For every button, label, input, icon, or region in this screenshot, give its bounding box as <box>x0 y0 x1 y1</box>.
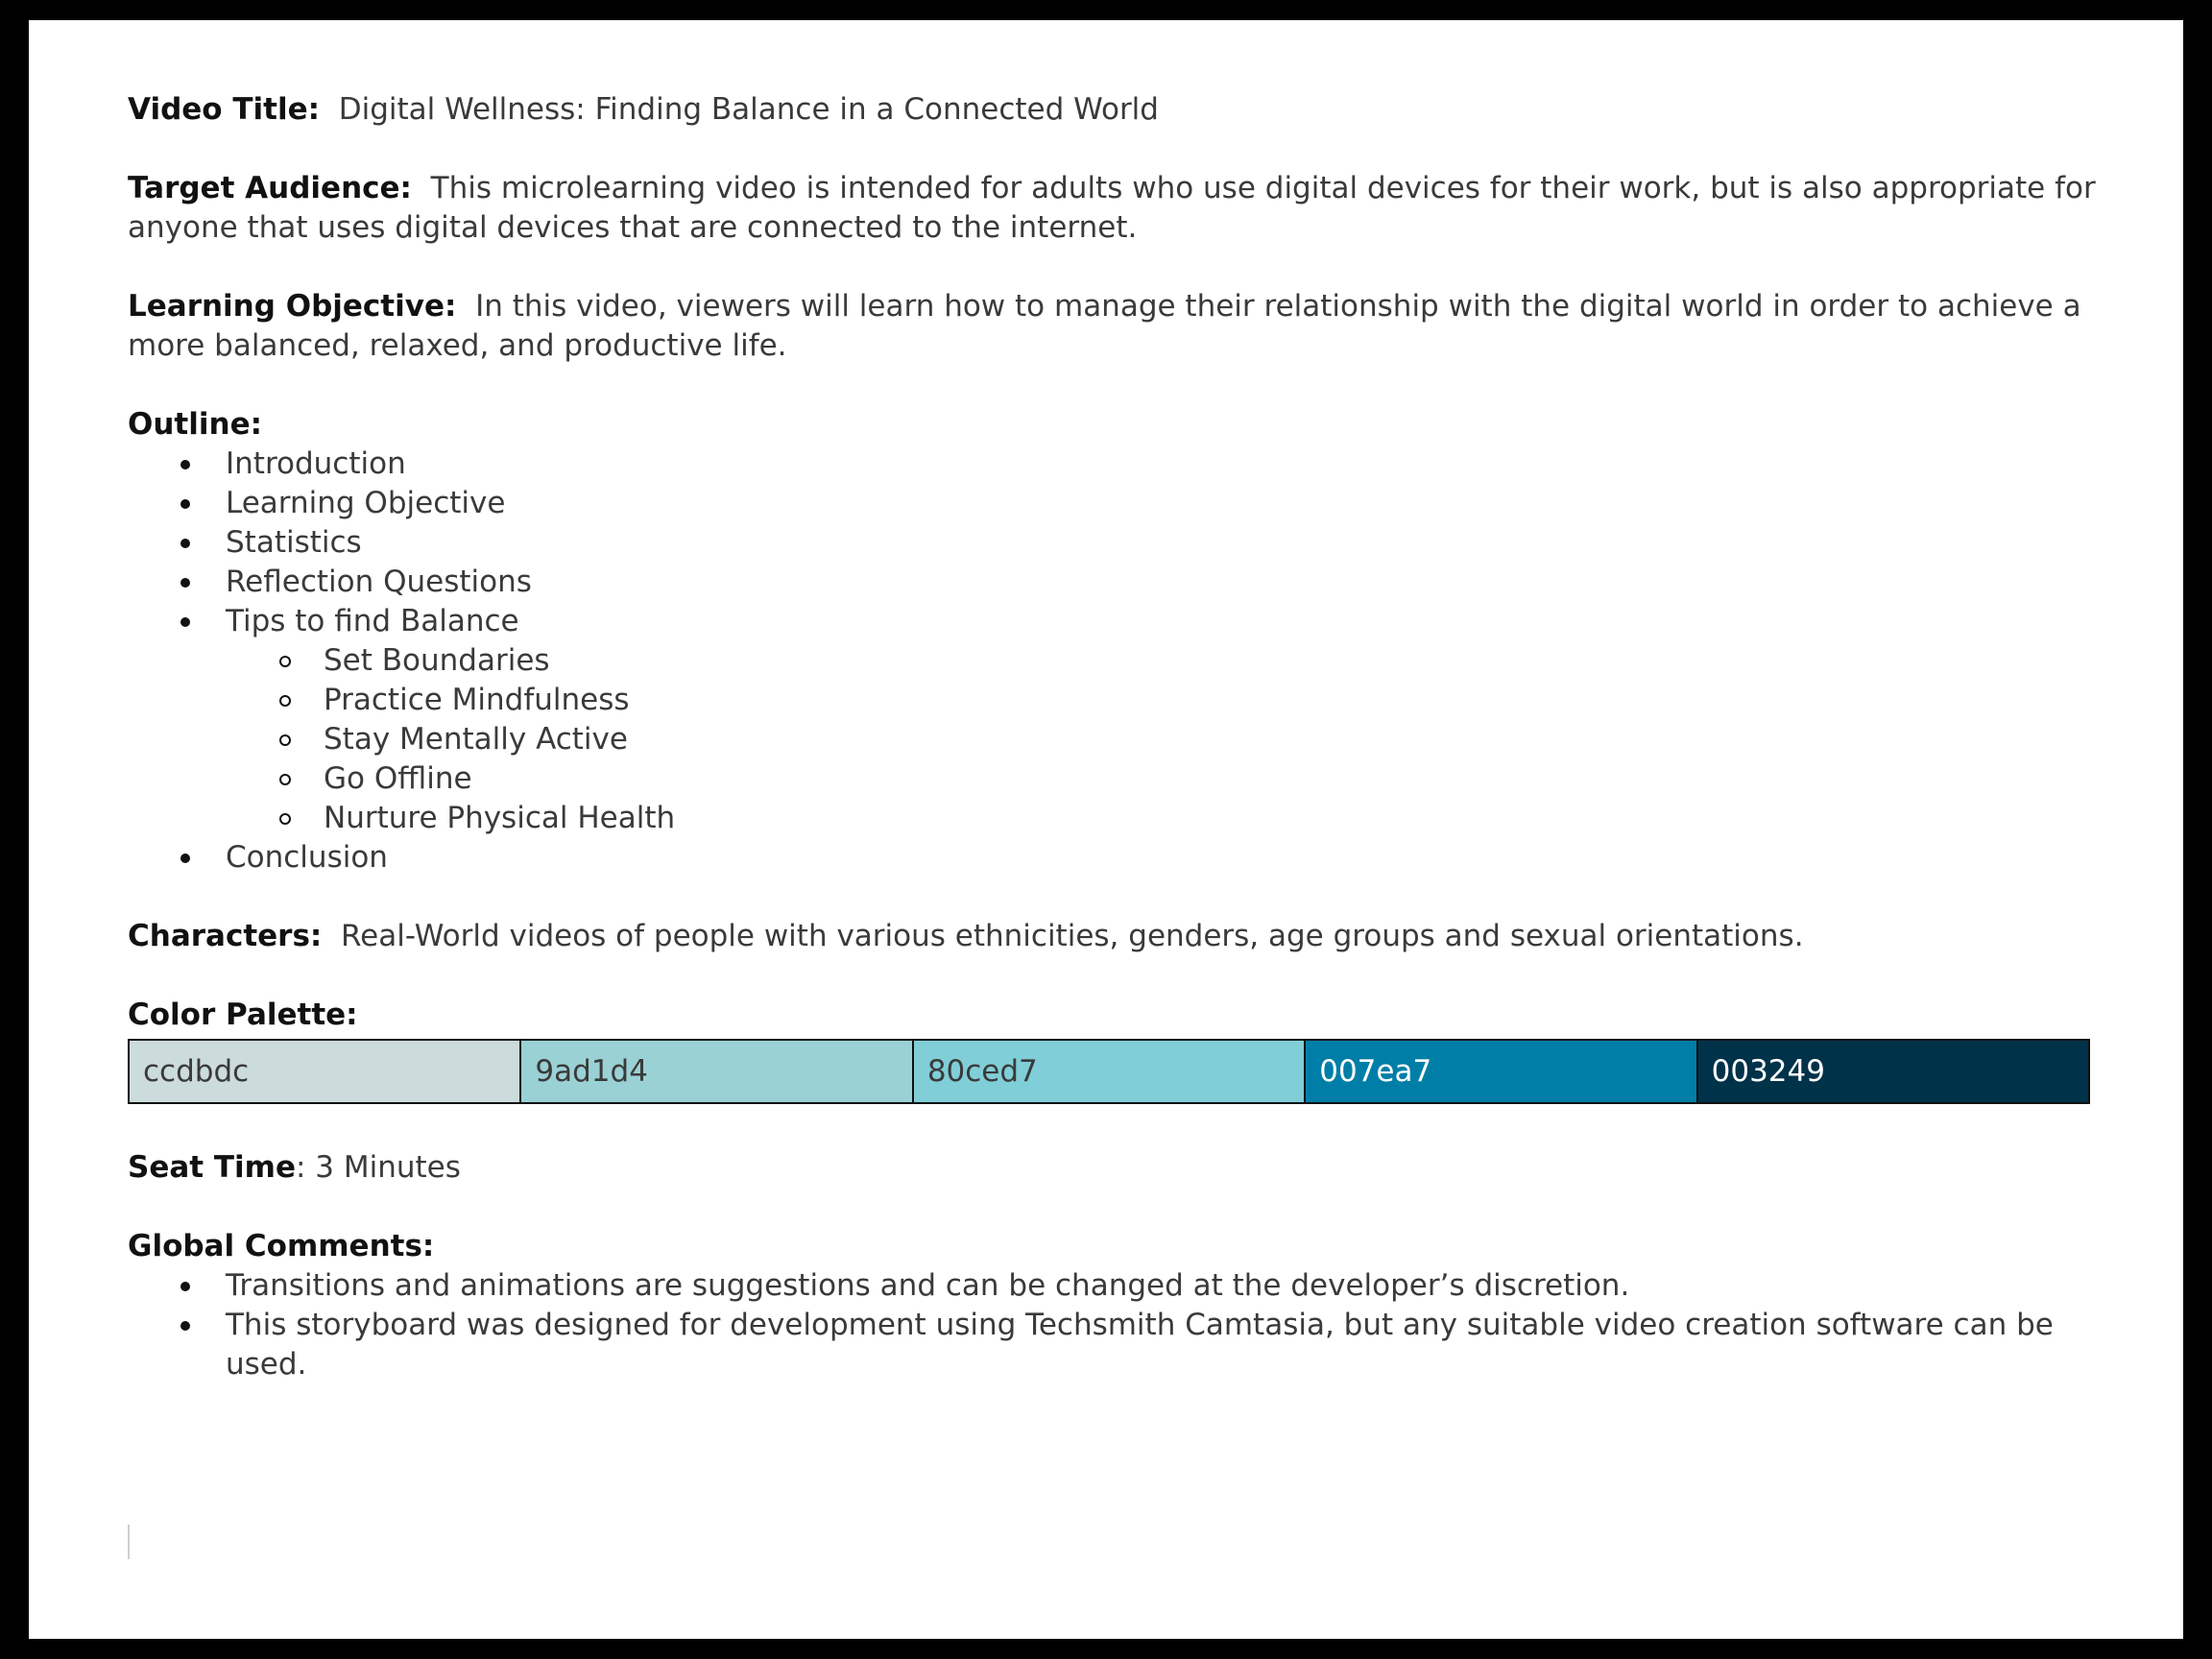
learning-objective-value: In this video, viewers will learn how to manage their relationship with the digital world in order to achieve a more balanced, relaxed, and productive life. <box>128 289 2081 363</box>
color-swatch-2 <box>521 1041 913 1102</box>
video-title-value: Digital Wellness: Finding Balance in a Connected World <box>338 92 1159 127</box>
seat-time-label: Seat Time <box>128 1150 296 1185</box>
outline-heading <box>128 405 2115 445</box>
sub-list-item: Practice Mindfulness <box>128 681 2115 720</box>
swatch-code: 80ced7 <box>926 1053 1038 1089</box>
global-comments-heading <box>128 1227 2115 1266</box>
target-audience-label: Target Audience: <box>128 171 412 205</box>
list-item: Conclusion <box>128 838 2115 878</box>
swatch-code: 007ea7 <box>1319 1053 1432 1089</box>
learning-objective-line <box>128 287 2115 366</box>
sub-list-item: Stay Mentally Active <box>128 720 2115 759</box>
list-item: Introduction <box>128 445 2115 484</box>
characters-label: Characters: <box>128 919 323 953</box>
text-cursor <box>128 1525 130 1559</box>
learning-objective-label: Learning Objective: <box>128 289 457 324</box>
list-item: Learning Objective <box>128 484 2115 523</box>
document-body[interactable] <box>128 90 2115 1384</box>
color-swatch-5 <box>1698 1041 2088 1102</box>
characters-line <box>128 917 2115 956</box>
list-item: Statistics <box>128 523 2115 563</box>
list-item: This storyboard was designed for development using Techsmith Camtasia, but any suitable video creation software can be used. <box>128 1306 2115 1384</box>
global-comments-label: Global Comments: <box>128 1229 435 1263</box>
outline-label: Outline: <box>128 407 262 442</box>
sub-list-item: Set Boundaries <box>128 641 2115 681</box>
sub-list-item: Go Offline <box>128 759 2115 799</box>
swatch-code: 003249 <box>1711 1053 1825 1089</box>
color-palette-table <box>128 1039 2090 1104</box>
color-palette-heading <box>128 996 2115 1035</box>
video-title-line <box>128 90 2115 130</box>
swatch-code: ccdbdc <box>143 1053 250 1089</box>
characters-value: Real-World videos of people with various ethnicities, genders, age groups and sexual orientations. <box>341 919 1804 953</box>
color-swatch-4 <box>1306 1041 1697 1102</box>
seat-time-value: : 3 Minutes <box>295 1150 461 1185</box>
global-comments-list <box>128 1266 2115 1384</box>
list-item: Tips to find Balance <box>128 602 2115 641</box>
video-title-label: Video Title: <box>128 92 321 127</box>
color-swatch-3 <box>914 1041 1306 1102</box>
seat-time-line <box>128 1148 2115 1188</box>
outline-list <box>128 445 2115 878</box>
target-audience-line <box>128 169 2115 248</box>
sub-list-item: Nurture Physical Health <box>128 799 2115 838</box>
list-item: Reflection Questions <box>128 563 2115 602</box>
document-page <box>29 20 2183 1639</box>
target-audience-value: This microlearning video is intended for adults who use digital devices for their work, but is also appropriate for anyone that uses digital devices that are connected to the internet. <box>128 171 2096 245</box>
swatch-code: 9ad1d4 <box>535 1053 648 1089</box>
color-palette-label: Color Palette: <box>128 998 358 1032</box>
list-item: Transitions and animations are suggestions and can be changed at the developer’s discretion. <box>128 1266 2115 1306</box>
color-swatch-1 <box>130 1041 521 1102</box>
